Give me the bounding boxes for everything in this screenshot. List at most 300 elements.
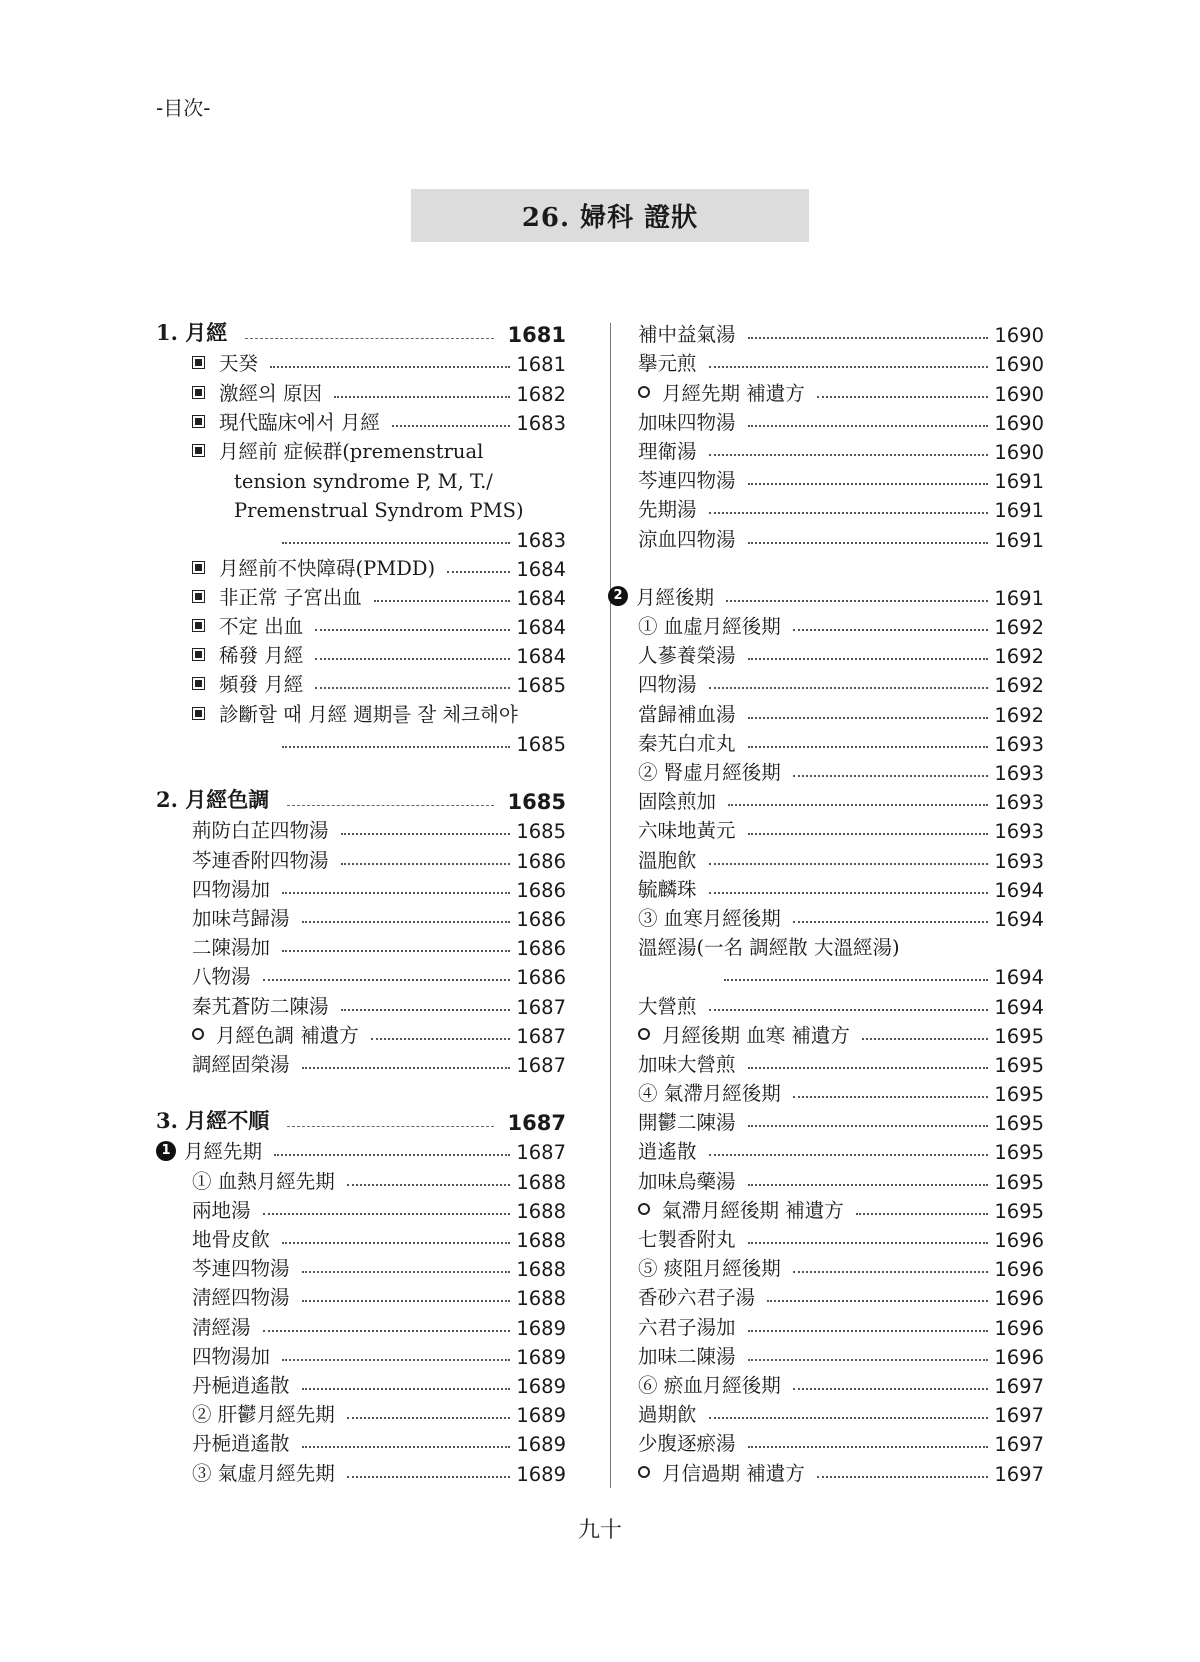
toc-page-number: 1687 [516,1053,566,1077]
toc-entry[interactable] [638,1310,1044,1339]
toc-entry-label [638,319,736,347]
toc-entry-text: 不定 出血 [219,615,304,639]
leader-dots [793,1271,989,1273]
leader-dots [793,1388,989,1390]
leader-dots [748,542,989,544]
leader-dots [856,1213,989,1215]
toc-page-number: 1693 [994,849,1044,873]
toc-entry-text: 溫經湯(一名 調經散 大溫經湯) [638,936,900,960]
toc-entry[interactable] [638,1077,1044,1106]
toc-page-number: 1689 [516,1462,566,1486]
toc-entry[interactable] [156,1310,566,1339]
toc-entry-text: 月經前 症候群(premenstrual [219,439,484,463]
toc-entry-label [638,1136,697,1164]
toc-entry-label [638,1312,736,1340]
leader-dots [302,1067,511,1069]
toc-entry-text: 芩連香附四物湯 [192,848,329,872]
toc-page-number: 1684 [516,645,566,669]
toc-entry-text: 六味地黃元 [638,819,736,843]
toc-entry[interactable] [638,814,1044,843]
leader-dots [748,425,989,427]
leader-dots [334,396,510,398]
toc-entry-text: 頻發 月經 [219,673,304,697]
toc-entry-text: ⑥ 瘀血月經後期 [638,1373,781,1397]
toc-entry-label [638,407,736,435]
toc-entry-label [192,1428,290,1456]
toc-left-column [156,318,566,1486]
leader-dots [709,366,989,368]
toc-page-number: 1697 [994,1433,1044,1457]
toc-entry[interactable] [156,581,566,610]
toc-entry-label [638,611,781,639]
toc-entry[interactable] [638,406,1044,435]
toc-entry-label [192,348,258,376]
toc-entry-label [192,669,303,697]
toc-entry-text: 四物湯加 [192,877,271,901]
toc-entry[interactable] [156,1019,566,1048]
toc-page-number: 1688 [516,1287,566,1311]
toc-entry-text: 診斷할 때 月經 週期를 잘 체크해야 [219,702,518,726]
toc-entry[interactable] [638,1369,1044,1398]
toc-entry[interactable] [638,347,1044,376]
toc-entry[interactable] [156,522,566,551]
leader-dots [726,600,988,602]
toc-entry[interactable] [638,1048,1044,1077]
toc-entry-text: 固陰煎加 [638,790,717,814]
toc-page-number: 1693 [994,820,1044,844]
toc-entry[interactable] [608,581,1044,610]
toc-entry[interactable] [638,1106,1044,1135]
leader-dots [748,1184,989,1186]
toc-entry-label [638,436,697,464]
toc-entry[interactable] [156,1369,566,1398]
leader-dots [274,1154,510,1156]
toc-entry[interactable] [156,931,566,960]
toc-page-number: 1696 [994,1345,1044,1369]
toc-page-number: 1687 [516,995,566,1019]
toc-entry-label [638,786,716,814]
toc-page-number: 1694 [994,966,1044,990]
square-bullet-icon [192,415,205,428]
toc-page-number: 1690 [994,382,1044,406]
toc-entry-text: ④ 氣滯月經後期 [638,1082,781,1106]
toc-entry[interactable] [156,464,566,493]
toc-entry-text: ③ 血寒月經後期 [638,906,781,930]
toc-entry[interactable] [638,785,1044,814]
toc-page-number: 1685 [516,732,566,756]
toc-entry[interactable] [156,347,566,376]
toc-entry[interactable] [638,610,1044,639]
toc-entry-text: 芩連四物湯 [192,1257,290,1281]
toc-page-number: 1694 [994,907,1044,931]
leader-dots [748,717,989,719]
toc-entry-text: ② 肝鬱月經先期 [192,1403,335,1427]
toc-entry-label [156,1136,262,1164]
toc-entry-label [638,1428,736,1456]
toc-entry[interactable] [638,522,1044,551]
square-bullet-icon [192,386,205,399]
leader-dots [447,571,510,573]
toc-entry[interactable] [638,902,1044,931]
toc-entry[interactable] [638,873,1044,902]
toc-entry-label [638,903,781,931]
toc-entry-text: 加味二陳湯 [638,1344,736,1368]
toc-page-number: 1687 [507,1111,566,1136]
leader-dots [793,1096,989,1098]
toc-entry[interactable] [156,668,566,697]
leader-dots [282,950,510,952]
toc-entry-label [192,1458,335,1486]
toc-page-number: 1695 [994,1170,1044,1194]
toc-entry[interactable] [638,1252,1044,1281]
leader-dots [302,1388,511,1390]
numbered-bullet-icon: 1 [156,1141,176,1161]
toc-entry[interactable] [638,1019,1044,1048]
toc-entry[interactable] [638,668,1044,697]
toc-page-number: 1690 [994,324,1044,348]
toc-entry-text: 大營煎 [638,994,697,1018]
leader-dots [709,687,989,689]
toc-entry-text: 調經固榮湯 [192,1052,290,1076]
toc-entry[interactable] [156,552,566,581]
toc-page-number: 1693 [994,732,1044,756]
toc-entry[interactable] [156,639,566,668]
toc-entry-text: ⑤ 痰阻月經後期 [638,1257,781,1281]
toc-entry-text: 地骨皮飮 [192,1228,271,1251]
toc-entry[interactable] [638,464,1044,493]
toc-entry[interactable] [638,435,1044,464]
toc-entry-text: Premenstrual Syndrom PMS) [234,499,524,523]
toc-entry[interactable] [638,960,1044,989]
leader-dots [347,1476,511,1478]
toc-entry-text: 開鬱二陳湯 [638,1111,736,1135]
toc-entry[interactable] [156,1194,566,1223]
toc-page-number: 1684 [516,586,566,610]
leader-dots [748,1067,989,1069]
toc-page-number: 1695 [994,1024,1044,1048]
toc-page-number: 1696 [994,1258,1044,1282]
toc-entry[interactable] [638,931,1044,960]
page-header: -目次- [156,96,211,120]
toc-entry-label [192,1341,270,1369]
toc-entry-text: 芩連四物湯 [638,469,736,493]
toc-entry-text: 淸經湯 [192,1315,251,1339]
toc-entry-text: 當歸補血湯 [638,702,736,726]
toc-page-number: 1690 [994,411,1044,435]
toc-entry[interactable] [156,406,566,435]
toc-entry-text: 先期湯 [638,498,697,522]
toc-entry-label [192,1399,335,1427]
toc-entry-label [638,1370,781,1398]
leader-dots [748,337,989,339]
toc-page-number: 1694 [994,995,1044,1019]
toc-entry-label [638,1107,736,1135]
toc-page-number: 1687 [516,1141,566,1165]
toc-entry-text: 秦艽白朮丸 [638,731,736,755]
toc-entry-text: 理衛湯 [638,439,697,463]
toc-entry-label [192,407,380,435]
toc-entry[interactable] [638,1223,1044,1252]
toc-entry-label [638,932,900,960]
toc-page-number: 1688 [516,1229,566,1252]
toc-page-number: 1689 [516,1316,566,1340]
toc-entry[interactable] [156,902,566,931]
toc-page-number: 1684 [516,557,566,581]
toc-entry-text: 人蔘養榮湯 [638,644,736,668]
toc-entry-text: 荊防白芷四物湯 [192,819,329,843]
toc-entry[interactable] [156,989,566,1018]
toc-entry[interactable] [638,639,1044,668]
toc-page-number: 1690 [994,440,1044,464]
toc-page-number: 1686 [516,878,566,902]
toc-entry[interactable] [156,1427,566,1456]
toc-entry[interactable] [156,960,566,989]
leader-dots [748,1330,989,1332]
leader-dots [270,366,510,368]
toc-page-number: 1697 [994,1462,1044,1486]
leader-dots [793,775,989,777]
leader-dots [748,746,989,748]
toc-page-number: 1695 [994,1141,1044,1165]
spacer [156,1077,566,1106]
leader-dots [302,1271,511,1273]
toc-entry-label [192,1195,251,1223]
toc-page-number: 1689 [516,1433,566,1457]
toc-entry[interactable] [638,493,1044,522]
toc-right-column [613,318,1044,1486]
toc-entry[interactable] [156,1398,566,1427]
toc-entry[interactable] [638,1427,1044,1456]
toc-page-number: 1685 [507,790,566,815]
square-bullet-icon [192,590,205,603]
toc-page-number: 1692 [994,703,1044,727]
leader-dots [263,979,511,981]
toc-page-number: 1691 [994,499,1044,523]
toc-entry-label [638,669,697,697]
toc-entry-label [638,1399,697,1427]
toc-entry-text: 兩地湯 [192,1198,251,1222]
toc-entry[interactable] [156,1135,566,1164]
leader-dots [748,483,989,485]
toc-entry-label [192,1049,290,1077]
toc-entry[interactable] [156,1106,566,1135]
leader-dots [315,687,510,689]
leader-dots [709,1009,989,1011]
toc-entry-text: 加味大營煎 [638,1052,736,1076]
toc-entry-text: 月經前不快障碍(PMDD) [219,556,436,580]
toc-entry-text: 淸經四物湯 [192,1286,290,1310]
toc-page-number: 1686 [516,937,566,961]
toc-entry[interactable] [156,1340,566,1369]
toc-entry-text: 丹梔逍遙散 [192,1432,290,1456]
toc-page-number: 1696 [994,1316,1044,1340]
toc-entry-text: 過期飮 [638,1403,697,1427]
toc-page-number: 1689 [516,1404,566,1428]
toc-page-number: 1686 [516,907,566,931]
toc-entry-text: 加味四物湯 [638,410,736,434]
toc-entry[interactable] [156,376,566,405]
leader-dots [817,1476,989,1478]
toc-entry[interactable] [638,318,1044,347]
toc-entry[interactable] [156,873,566,902]
toc-entry-text: 3. 月經不順 [156,1108,270,1134]
leader-dots [302,1300,511,1302]
leader-dots [245,338,493,339]
toc-entry-label [192,874,270,902]
toc-entry-text: 稀發 月經 [219,644,304,668]
toc-entry[interactable] [156,1252,566,1281]
toc-entry[interactable] [638,1194,1044,1223]
toc-entry-text: 月經先期 補遺方 [662,381,805,405]
toc-entry-label [156,317,227,347]
toc-entry-text: 毓麟珠 [638,877,697,901]
square-bullet-icon [192,444,205,457]
leader-dots [709,454,989,456]
toc-entry-label [638,815,736,843]
leader-dots [287,1126,493,1127]
toc-entry[interactable] [156,610,566,639]
toc-entry-label [192,1370,290,1398]
toc-entry-label [638,1341,736,1369]
toc-entry-label [192,553,435,581]
toc-entry-text: 四物湯 [638,673,697,697]
toc-entry-label [638,348,697,376]
leader-dots [347,1417,511,1419]
toc-page-number: 1688 [516,1258,566,1282]
toc-entry[interactable] [156,727,566,756]
leader-dots [347,1184,511,1186]
toc-page-number: 1689 [516,1374,566,1398]
leader-dots [724,979,988,981]
toc-page-number: 1689 [516,1345,566,1369]
toc-entry-text: 溫胞飮 [638,848,697,872]
toc-entry[interactable] [156,318,566,347]
toc-entry-text: 加味烏藥湯 [638,1169,736,1193]
toc-entry-label [638,1224,736,1252]
leader-dots [371,1038,511,1040]
toc-page-number: 1695 [994,1083,1044,1107]
toc-entry-label [192,436,483,464]
toc-entry-label [638,1078,781,1106]
square-bullet-icon [192,561,205,574]
toc-entry-label [192,1224,270,1252]
toc-entry-text: 二陳湯加 [192,936,271,960]
toc-entry-text: 1. 月經 [156,320,228,346]
toc-entry[interactable] [638,989,1044,1018]
toc-entry-label [638,1020,850,1048]
toc-entry-text: 月經後期 [636,585,715,609]
toc-page-number: 1688 [516,1170,566,1194]
toc-entry-text: 月經色調 補遺方 [216,1023,359,1047]
toc-entry-text: 少腹逐瘀湯 [638,1432,736,1456]
toc-entry[interactable] [156,785,566,814]
toc-entry[interactable] [156,1281,566,1310]
toc-entry-text: 氣滯月經後期 補遺方 [662,1198,844,1222]
toc-entry-label [156,784,269,814]
toc-page-number: 1685 [516,820,566,844]
toc-entry-label [192,699,518,727]
toc-entry[interactable] [156,697,566,726]
toc-entry[interactable] [638,1340,1044,1369]
toc-entry[interactable] [638,1456,1044,1485]
leader-dots [817,396,989,398]
leader-dots [709,863,989,865]
toc-entry[interactable] [638,1281,1044,1310]
toc-page-number: 1683 [516,411,566,435]
leader-dots [748,833,989,835]
toc-entry[interactable] [638,697,1044,726]
toc-page-number: 1691 [994,470,1044,494]
circle-bullet-icon [638,386,650,398]
toc-entry[interactable] [638,376,1044,405]
toc-entry[interactable] [638,1135,1044,1164]
toc-entry-label [638,874,697,902]
square-bullet-icon [192,707,205,720]
toc-page-number: 1696 [994,1287,1044,1311]
leader-dots [302,1446,511,1448]
toc-page-number: 1691 [994,528,1044,552]
numbered-bullet-icon: 2 [608,586,628,606]
toc-entry-label [638,378,805,406]
toc-entry-text: 八物湯 [192,965,251,989]
toc-entry[interactable] [156,1223,566,1252]
toc-entry[interactable] [638,1398,1044,1427]
toc-entry[interactable] [156,493,566,522]
toc-page-number: 1690 [994,353,1044,377]
leader-dots [709,1417,989,1419]
toc-entry[interactable] [156,1456,566,1485]
toc-entry[interactable] [156,843,566,872]
leader-dots [341,1009,511,1011]
spacer [638,552,1044,581]
toc-entry[interactable] [638,843,1044,872]
toc-entry-text: 六君子湯加 [638,1315,736,1339]
toc-entry[interactable] [638,1164,1044,1193]
toc-entry-label [638,494,697,522]
toc-entry-text: 月經後期 血寒 補遺方 [662,1023,850,1047]
toc-page-number: 1691 [994,586,1044,610]
toc-entry-label [638,1195,844,1223]
circle-bullet-icon [638,1203,650,1215]
toc-entry[interactable] [156,1048,566,1077]
circle-bullet-icon [638,1028,650,1040]
toc-entry[interactable] [638,756,1044,785]
leader-dots [862,1038,988,1040]
toc-entry[interactable] [638,727,1044,756]
toc-entry-label [192,499,524,522]
toc-entry[interactable] [156,1164,566,1193]
toc-entry-label [192,1282,290,1310]
leader-dots [287,805,493,806]
toc-page-number: 1696 [994,1229,1044,1252]
toc-page-number: 1695 [994,1112,1044,1136]
square-bullet-icon [192,677,205,690]
toc-entry-label [638,524,736,552]
leader-dots [341,833,511,835]
toc-entry[interactable] [156,814,566,843]
toc-entry-label [192,815,329,843]
toc-page-number: 1695 [994,1053,1044,1077]
leader-dots [263,1330,511,1332]
toc-entry-text: 涼血四物湯 [638,527,736,551]
toc-entry[interactable] [156,435,566,464]
toc-entry-text: 補中益氣湯 [638,323,736,347]
leader-dots [315,629,510,631]
toc-page-number: 1681 [516,353,566,377]
spacer [156,756,566,785]
toc-page-number: 1685 [516,674,566,698]
square-bullet-icon [192,619,205,632]
